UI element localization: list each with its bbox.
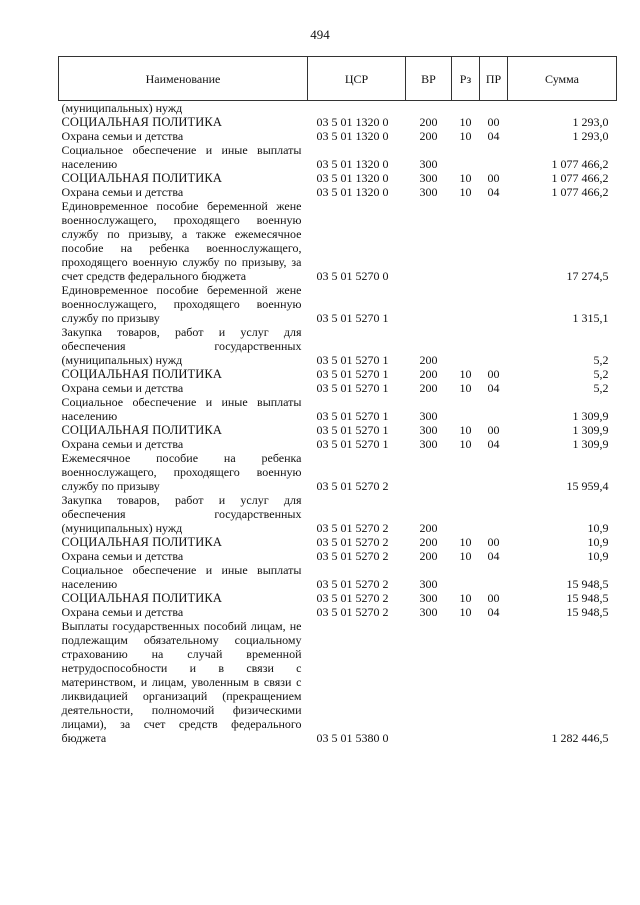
cell-pr: 04 <box>487 549 500 563</box>
cell-sum: 15 948,5 <box>566 577 609 591</box>
cell-name: Охрана семьи и детства <box>61 381 184 395</box>
header-vr: ВР <box>406 57 452 101</box>
table-body <box>59 101 617 746</box>
table-row <box>59 549 617 563</box>
cell-name: Охрана семьи и детства <box>61 129 184 143</box>
cell-name: Выплаты государственных пособий лицам, не подлежащим обязательному социальному страхованию на случай временной нетрудоспособности и в связи с материнством, и лицам, уволенным в связи с ликвидацией организаций (прекращением деятельности, полномочий физическими лицами), за счет средств федерального бюджета <box>61 619 302 745</box>
table-header <box>59 57 617 101</box>
cell-sum: 15 948,5 <box>566 591 609 605</box>
cell-rz: 10 <box>459 423 472 437</box>
table-row <box>59 493 617 535</box>
cell-csr: 03 5 01 1320 0 <box>316 171 389 185</box>
cell-rz <box>452 325 480 367</box>
cell-csr: 03 5 01 5270 2 <box>316 535 389 549</box>
budget-table <box>58 56 617 745</box>
table-row <box>59 185 617 199</box>
cell-name: Закупка товаров, работ и услуг для обеспечения государственных (муниципальных) нужд <box>61 493 302 535</box>
header-rz: Рз <box>452 57 480 101</box>
cell-vr <box>406 451 452 493</box>
cell-sum: 1 077 466,2 <box>551 157 609 171</box>
cell-sum: 15 959,4 <box>566 479 609 493</box>
cell-pr: 04 <box>487 381 500 395</box>
cell-rz <box>452 619 480 745</box>
cell-csr: 03 5 01 5270 2 <box>316 591 389 605</box>
cell-pr <box>480 143 508 171</box>
cell-rz: 10 <box>459 437 472 451</box>
cell-vr: 300 <box>419 185 438 199</box>
cell-rz: 10 <box>459 549 472 563</box>
cell-csr: 03 5 01 1320 0 <box>316 185 389 199</box>
cell-sum: 5,2 <box>593 381 609 395</box>
cell-pr: 00 <box>487 367 500 381</box>
table-row <box>59 423 617 437</box>
table-row <box>59 143 617 171</box>
cell-name: (муниципальных) нужд <box>61 101 183 115</box>
cell-rz: 10 <box>459 115 472 129</box>
cell-vr: 200 <box>419 535 438 549</box>
cell-pr: 00 <box>487 171 500 185</box>
table-row <box>59 367 617 381</box>
table-row <box>59 605 617 619</box>
cell-sum: 10,9 <box>587 521 609 535</box>
cell-vr: 200 <box>419 129 438 143</box>
cell-sum: 1 315,1 <box>572 311 609 325</box>
cell-sum: 10,9 <box>587 535 609 549</box>
table-row <box>59 325 617 367</box>
cell-vr: 200 <box>419 367 438 381</box>
cell-vr: 300 <box>419 605 438 619</box>
cell-csr: 03 5 01 5270 1 <box>316 311 389 325</box>
cell-rz <box>452 199 480 283</box>
cell-sum: 1 293,0 <box>572 115 609 129</box>
cell-rz: 10 <box>459 129 472 143</box>
cell-pr <box>480 451 508 493</box>
cell-pr <box>480 325 508 367</box>
cell-name: СОЦИАЛЬНАЯ ПОЛИТИКА <box>61 423 222 437</box>
table-row <box>59 129 617 143</box>
cell-pr: 04 <box>487 129 500 143</box>
cell-sum: 5,2 <box>593 353 609 367</box>
cell-rz: 10 <box>459 381 472 395</box>
cell-vr: 300 <box>419 577 438 591</box>
table-row <box>59 535 617 549</box>
cell-vr: 300 <box>419 409 438 423</box>
header-sum: Сумма <box>508 57 617 101</box>
cell-rz <box>452 143 480 171</box>
cell-sum: 1 309,9 <box>572 409 609 423</box>
cell-csr: 03 5 01 5270 1 <box>316 381 389 395</box>
table-row <box>59 199 617 283</box>
cell-rz: 10 <box>459 535 472 549</box>
cell-pr <box>480 199 508 283</box>
table-row <box>59 381 617 395</box>
cell-rz <box>452 283 480 325</box>
cell-name: СОЦИАЛЬНАЯ ПОЛИТИКА <box>61 171 222 185</box>
cell-rz: 10 <box>459 591 472 605</box>
cell-rz <box>452 101 480 116</box>
cell-csr <box>308 101 406 116</box>
cell-csr: 03 5 01 5270 1 <box>316 367 389 381</box>
cell-pr <box>480 619 508 745</box>
page-number: 494 <box>310 27 330 42</box>
header-pr: ПР <box>480 57 508 101</box>
cell-pr: 04 <box>487 185 500 199</box>
cell-csr: 03 5 01 5270 1 <box>316 423 389 437</box>
cell-name: Единовременное пособие беременной жене военнослужащего, проходящего военную службу по призыву <box>61 283 302 325</box>
cell-pr: 00 <box>487 115 500 129</box>
cell-name: Охрана семьи и детства <box>61 549 184 563</box>
cell-pr: 00 <box>487 423 500 437</box>
cell-pr: 00 <box>487 535 500 549</box>
cell-vr <box>406 199 452 283</box>
cell-name: Социальное обеспечение и иные выплаты населению <box>61 143 302 171</box>
table-row <box>59 115 617 129</box>
table-row <box>59 437 617 451</box>
cell-csr: 03 5 01 1320 0 <box>316 129 389 143</box>
cell-vr: 300 <box>419 423 438 437</box>
cell-csr: 03 5 01 5270 2 <box>316 521 389 535</box>
cell-name: СОЦИАЛЬНАЯ ПОЛИТИКА <box>61 591 222 605</box>
cell-sum: 1 309,9 <box>572 437 609 451</box>
cell-sum: 1 077 466,2 <box>551 185 609 199</box>
cell-name: Ежемесячное пособие на ребенка военнослужащего, проходящего военную службу по призыву <box>61 451 302 493</box>
cell-vr: 300 <box>419 591 438 605</box>
cell-vr: 200 <box>419 353 438 367</box>
cell-csr: 03 5 01 5270 2 <box>316 479 389 493</box>
cell-name: Закупка товаров, работ и услуг для обеспечения государственных (муниципальных) нужд <box>61 325 302 367</box>
cell-name: СОЦИАЛЬНАЯ ПОЛИТИКА <box>61 367 222 381</box>
cell-pr <box>480 283 508 325</box>
cell-sum: 1 293,0 <box>572 129 609 143</box>
cell-csr: 03 5 01 5270 1 <box>316 437 389 451</box>
cell-sum: 1 077 466,2 <box>551 171 609 185</box>
cell-vr <box>406 283 452 325</box>
cell-pr <box>480 101 508 116</box>
cell-rz: 10 <box>459 367 472 381</box>
cell-pr <box>480 493 508 535</box>
cell-name: Охрана семьи и детства <box>61 437 184 451</box>
cell-pr: 04 <box>487 605 500 619</box>
cell-csr: 03 5 01 1320 0 <box>316 157 389 171</box>
cell-csr: 03 5 01 5270 2 <box>316 549 389 563</box>
cell-csr: 03 5 01 5270 2 <box>316 577 389 591</box>
cell-sum: 10,9 <box>587 549 609 563</box>
cell-csr: 03 5 01 1320 0 <box>316 115 389 129</box>
cell-sum: 1 309,9 <box>572 423 609 437</box>
cell-vr: 300 <box>419 171 438 185</box>
table-row <box>59 283 617 325</box>
cell-name: Единовременное пособие беременной жене военнослужащего, проходящего военную службу по призыву, а также ежемесячное пособие на ребенка военнослужащего, проходящего военную службу по призыву, за счет средств федерального бюджета <box>61 199 302 283</box>
cell-pr: 04 <box>487 437 500 451</box>
cell-vr: 200 <box>419 115 438 129</box>
cell-rz <box>452 493 480 535</box>
cell-name: Охрана семьи и детства <box>61 605 184 619</box>
cell-vr <box>406 619 452 745</box>
cell-pr <box>480 395 508 423</box>
cell-csr: 03 5 01 5380 0 <box>316 731 389 745</box>
cell-vr: 300 <box>419 437 438 451</box>
cell-vr: 200 <box>419 521 438 535</box>
table-row <box>59 619 617 745</box>
table-row <box>59 451 617 493</box>
cell-sum: 17 274,5 <box>566 269 609 283</box>
cell-rz <box>452 395 480 423</box>
cell-pr: 00 <box>487 591 500 605</box>
cell-rz: 10 <box>459 185 472 199</box>
cell-vr: 300 <box>419 157 438 171</box>
cell-csr: 03 5 01 5270 1 <box>316 353 389 367</box>
cell-vr: 200 <box>419 549 438 563</box>
cell-csr: 03 5 01 5270 2 <box>316 605 389 619</box>
cell-csr: 03 5 01 5270 1 <box>316 409 389 423</box>
table-row <box>59 563 617 591</box>
table-row <box>59 171 617 185</box>
cell-sum: 5,2 <box>593 367 609 381</box>
cell-name: СОЦИАЛЬНАЯ ПОЛИТИКА <box>61 535 222 549</box>
table-row <box>59 101 617 116</box>
cell-rz <box>452 451 480 493</box>
cell-sum: 15 948,5 <box>566 605 609 619</box>
cell-sum: 1 282 446,5 <box>551 731 609 745</box>
table-row <box>59 395 617 423</box>
cell-name: СОЦИАЛЬНАЯ ПОЛИТИКА <box>61 115 222 129</box>
cell-rz <box>452 563 480 591</box>
header-name: Наименование <box>59 57 308 101</box>
cell-csr: 03 5 01 5270 0 <box>316 269 389 283</box>
cell-rz: 10 <box>459 171 472 185</box>
table-row <box>59 591 617 605</box>
cell-rz: 10 <box>459 605 472 619</box>
cell-sum <box>508 101 617 116</box>
header-csr: ЦСР <box>308 57 406 101</box>
cell-vr <box>406 101 452 116</box>
cell-vr: 200 <box>419 381 438 395</box>
cell-name: Охрана семьи и детства <box>61 185 184 199</box>
cell-name: Социальное обеспечение и иные выплаты населению <box>61 563 302 591</box>
cell-name: Социальное обеспечение и иные выплаты населению <box>61 395 302 423</box>
cell-pr <box>480 563 508 591</box>
